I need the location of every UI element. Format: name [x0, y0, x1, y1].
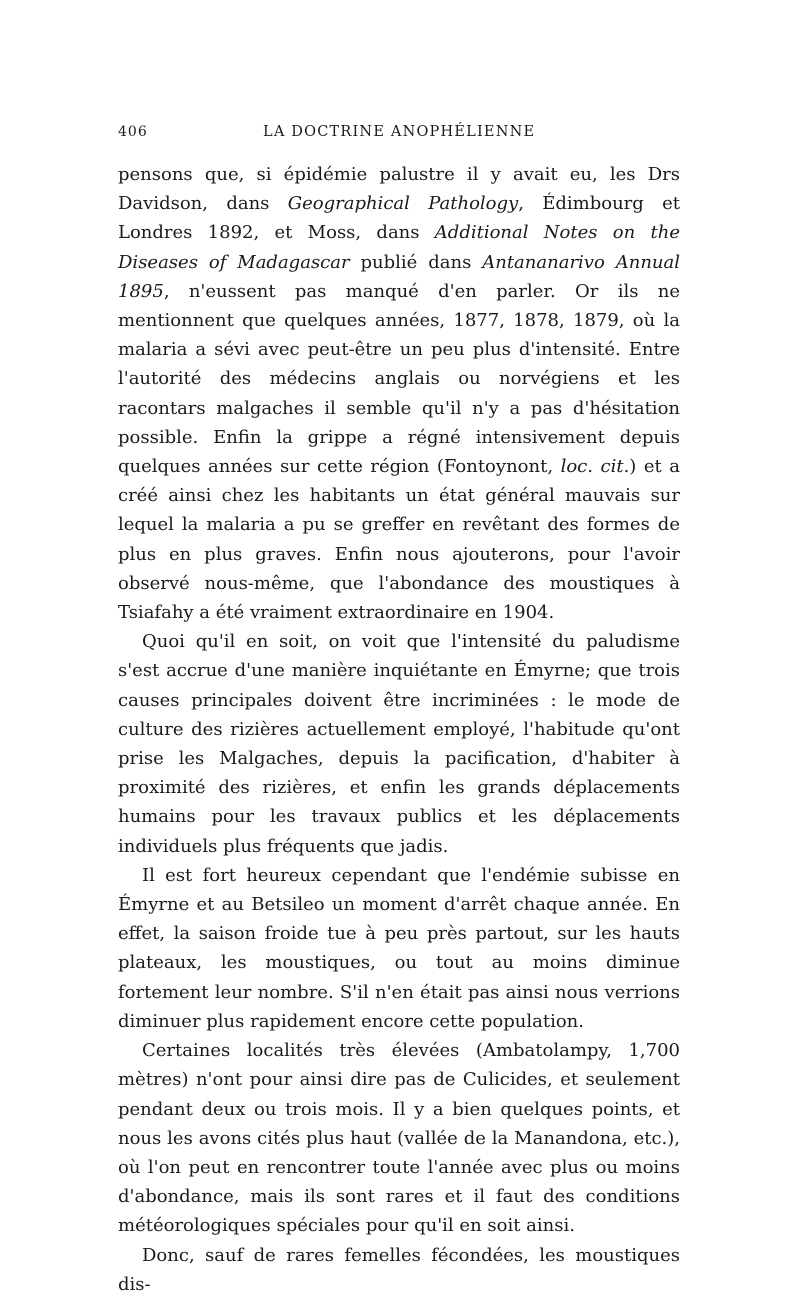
paragraph-1-text-4: , n'eussent pas manqué d'en parler. Or ils ne mentionnent que quelques années, 1877, 1878, 1879, où la malaria a sévi avec peut-être un peu plus d'intensité. Entre l'autorité des médecins anglais ou norvégiens et les racontars malgaches il semble qu'il n'y a pas d'hésitation possible. Enfin la grippe a régné intensivement depuis quelques années sur cette région (Fontoynont, — [118, 280, 680, 478]
paragraph-1-citation-4: loc. cit. — [560, 456, 630, 478]
running-head — [118, 118, 680, 148]
paragraph-1-citation-1: Geographical Pathology — [287, 193, 519, 215]
paragraph-3: Il est fort heureux cependant que l'endémie subisse en Émyrne et au Betsileo un moment d'arrêt chaque année. En effet, la saison froide tue à peu près partout, sur les hauts plateaux, les moustiques, ou tout au moins diminue fortement leur nombre. S'il n'en était pas ainsi nous verrions diminuer plus rapidement encore cette population. — [118, 864, 680, 1032]
paragraph-1-text-3: publié dans — [349, 251, 483, 273]
paragraph-1-text-1: pensons que, si épidémie palustre il y avait eu, les Drs Davidson, dans — [118, 164, 680, 215]
paragraph-1-text-2: , Édimbourg et Londres 1892, et Moss, dans — [118, 193, 680, 244]
body-text — [118, 160, 680, 1299]
book-page — [118, 118, 680, 1299]
paragraph-1-text-5: ) et a créé ainsi chez les habitants un état général mauvais sur lequel la malaria a pu se greffer en revêtant des formes de plus en plus graves. Enfin nous ajouterons, pour l'avoir observé nous-même, que l'abondance des moustiques à Tsiafahy a été vraiment extraordinaire en 1904. — [118, 456, 680, 624]
paragraph-1-citation-2: Additional Notes on the Diseases of Madagascar — [118, 222, 680, 273]
page-number: 406 — [118, 124, 148, 140]
paragraph-4: Certaines localités très élevées (Ambatolampy, 1,700 mètres) n'ont pour ainsi dire pas de Culicides, et seulement pendant deux ou trois mois. Il y a bien quelques points, et nous les avons cités plus haut (vallée de la Manandona, etc.), où l'on peut en rencontrer toute l'année avec plus ou moins d'abondance, mais ils sont rares et il faut des conditions météorologiques spéciales pour qu'il en soit ainsi. — [118, 1040, 680, 1237]
paragraph-2: Quoi qu'il en soit, on voit que l'intensité du paludisme s'est accrue d'une manière inquiétante en Émyrne; que trois causes principales doivent être incriminées : le mode de culture des rizières actuellement employé, l'habitude qu'ont prise les Malgaches, depuis la pacification, d'habiter à proximité des rizières, et enfin les grands déplacements humains pour les travaux publics et les déplacements individuels plus fréquents que jadis. — [118, 631, 680, 857]
paragraph-1 — [118, 160, 680, 627]
paragraph-5: Donc, sauf de rares femelles fécondées, les moustiques dis- — [118, 1244, 680, 1295]
paragraph-1-citation-3: Antananarivo Annual 1895 — [118, 251, 680, 302]
running-title: LA DOCTRINE ANOPHÉLIENNE — [263, 124, 536, 140]
